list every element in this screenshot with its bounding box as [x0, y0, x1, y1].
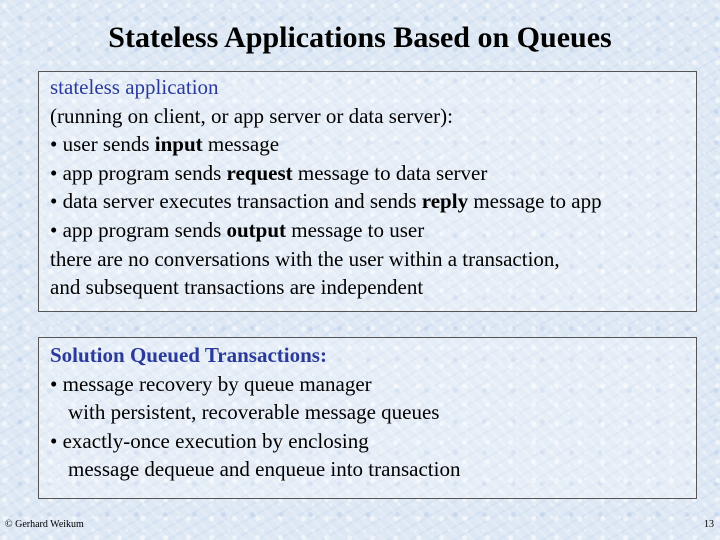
bullet-item: • data server executes transaction and sends reply message to app — [50, 189, 602, 214]
bullet-item: • exactly-once execution by enclosing — [50, 428, 369, 453]
bullet-glyph: • — [50, 428, 58, 453]
bullet-glyph: • — [50, 132, 58, 157]
bullet-item: • app program sends request message to data server — [50, 160, 488, 185]
bullet-item: • message recovery by queue manager — [50, 371, 372, 396]
bullet-glyph: • — [50, 160, 58, 185]
copyright-notice: © Gerhard Weikum — [5, 519, 84, 530]
bullet-glyph: • — [50, 189, 58, 214]
bullet-item: • user sends input message — [50, 132, 280, 157]
box2-heading: Solution Queued Transactions: — [50, 343, 327, 367]
stateless-application-box — [38, 71, 697, 312]
bullet-glyph: • — [50, 371, 58, 396]
bullet-glyph: • — [50, 217, 58, 242]
slide-title: Stateless Applications Based on Queues — [108, 21, 612, 54]
box1-subheading: (running on client, or app server or data server): — [50, 103, 453, 128]
page-number: 13 — [704, 519, 714, 530]
bullet-continuation: message dequeue and enqueue into transaction — [68, 457, 461, 482]
closing-text: and subsequent transactions are independent — [50, 275, 424, 300]
queued-transactions-box — [38, 337, 697, 499]
closing-text: there are no conversations with the user within a transaction, — [50, 246, 560, 271]
bullet-continuation: with persistent, recoverable message queues — [68, 400, 440, 425]
box1-heading: stateless application — [50, 75, 219, 99]
bullet-item: • app program sends output message to user — [50, 217, 425, 242]
